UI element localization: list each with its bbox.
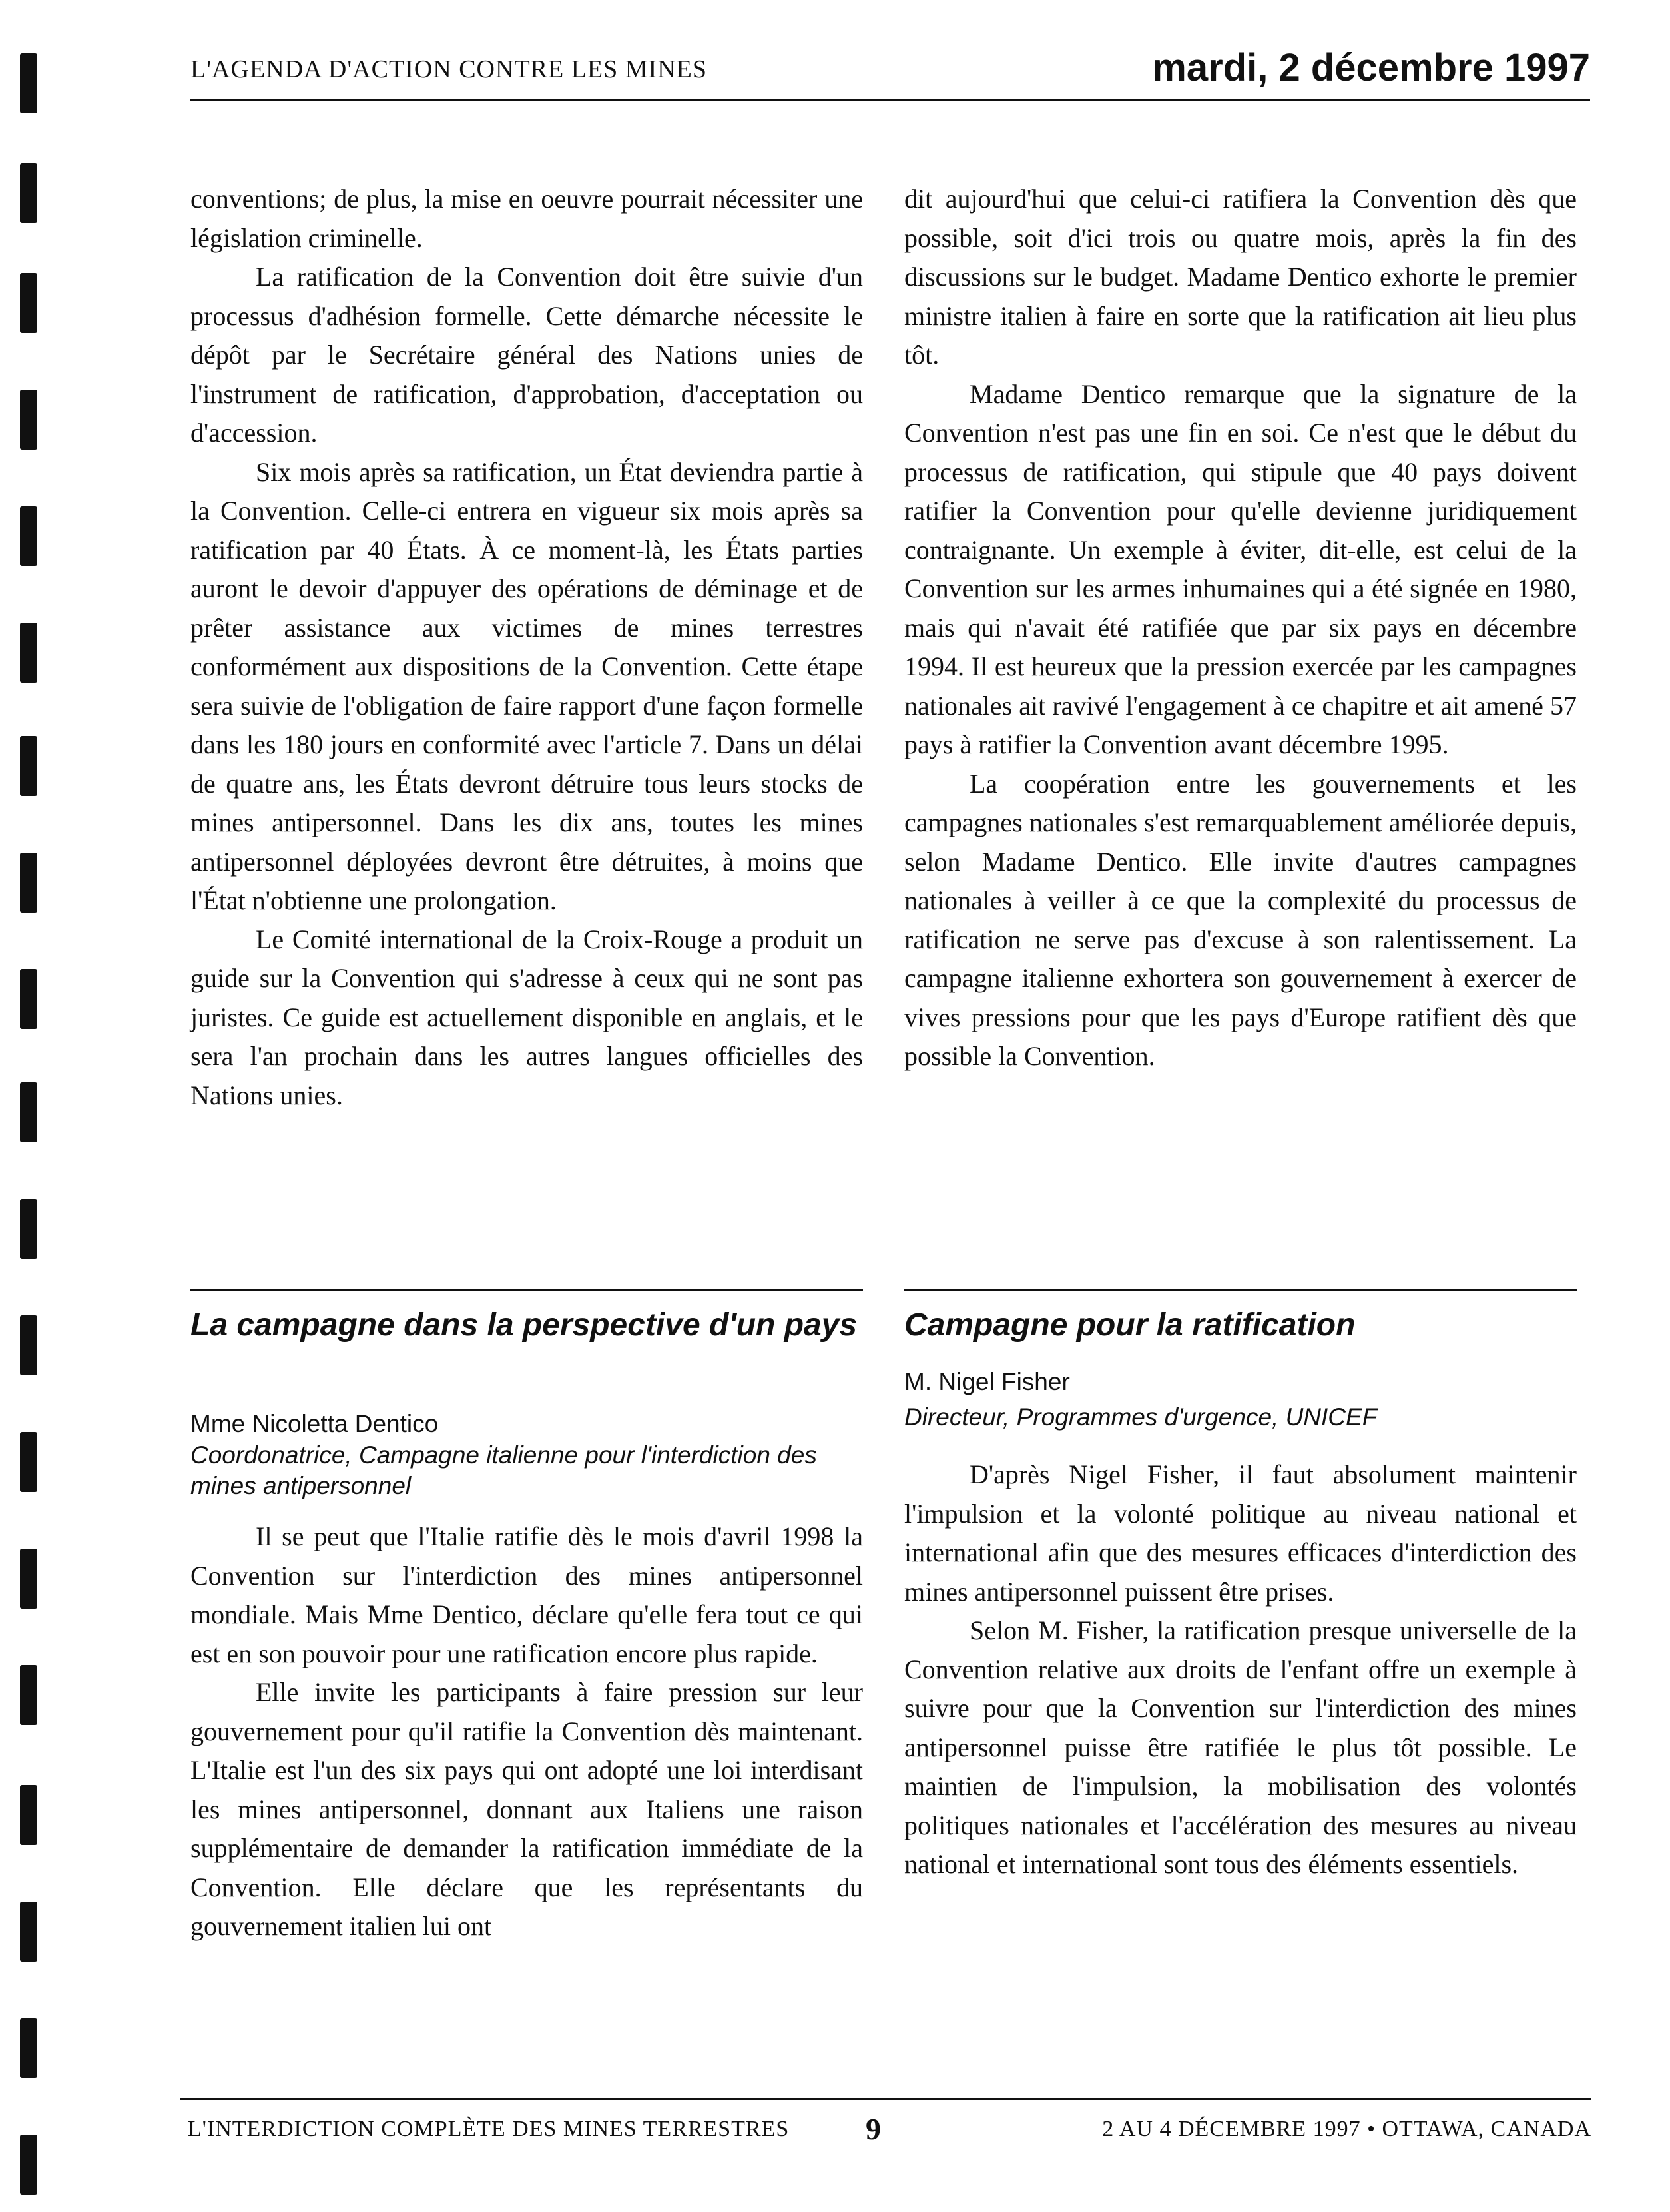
running-title: L'AGENDA D'ACTION CONTRE LES MINES [190, 55, 708, 83]
binder-hole [20, 736, 37, 796]
paragraph: La coopération entre les gouvernements et les campagnes nationales s'est remarquablement améliorée depuis, selon Madame Dentico. Elle invite d'autres campagnes nationales à veiller à ce que la complexité du processus de ratification ne serve pas d'excuse à son ralentissement. La campagne italienne exhortera son gouvernement à exercer de vives pressions pour que les pays d'Europe ratifient dès que possible la Convention. [904, 768, 1577, 1071]
right-column-text [904, 180, 1577, 1076]
paragraph: Madame Dentico remarque que la signature de la Convention n'est pas une fin en soi. Ce n'est que le début du processus de ratification, qui stipule que 40 pays doivent ratifier la Convention pour qu'elle devienne juridiquement contraignante. Un exemple à éviter, dit-elle, est celui de la Convention sur les armes inhumaines qui a été signée en 1980, mais qui n'avait été ratifiée que par six pays en décembre 1994. Il est heureux que la pression exercée par les campagnes nationales ait ravivé l'engagement à ce chapitre et ait amené 57 pays à ratifier la Convention avant décembre 1995. [904, 378, 1577, 759]
speaker-name: M. Nigel Fisher [904, 1368, 1070, 1395]
footer-event: 2 AU 4 DÉCEMBRE 1997 • OTTAWA, CANADA [1102, 2117, 1591, 2141]
binder-hole [20, 390, 37, 450]
header-rule [190, 99, 1590, 101]
paragraph: Elle invite les participants à faire pression sur leur gouvernement pour qu'il ratifie la Convention dès maintenant. L'Italie est l'un des six pays qui ont adopté une loi interdisant les mines antipersonnel, donnant aux Italiens une raison supplémentaire de demander la ratification immédiate de la Convention. Elle déclare que les représentants du gouvernement italien lui ont [190, 1677, 863, 1941]
section-rule [190, 1289, 863, 1291]
paragraph: La ratification de la Convention doit être suivie d'un processus d'adhésion formelle. Cette démarche nécessite le dépôt par le Secrétaire général des Nations unies de l'instrument de ratification, d'approbation, d'acceptation ou d'accession. [190, 262, 863, 448]
footer-rule [180, 2098, 1591, 2100]
binder-hole [20, 1902, 37, 1962]
paragraph: D'après Nigel Fisher, il faut absolument maintenir l'impulsion et la volonté politique au niveau national et international afin que des mesures efficaces d'interdiction des mines antipersonnel puissent être prises. [904, 1459, 1577, 1607]
section-left-body [190, 1517, 863, 1946]
paragraph: Il se peut que l'Italie ratifie dès le mois d'avril 1998 la Convention sur l'interdiction des mines antipersonnel mondiale. Mais Mme Dentico, déclare qu'elle fera tout ce qui est en son pouvoir pour une ratification encore plus rapide. [190, 1521, 863, 1668]
section-title: La campagne dans la perspective d'un pays [190, 1307, 858, 1343]
speaker-name: Mme Nicoletta Dentico [190, 1410, 439, 1437]
issue-date: mardi, 2 décembre 1997 [1152, 46, 1590, 89]
binder-hole [20, 969, 37, 1029]
speaker-role: Directeur, Programmes d'urgence, UNICEF [904, 1403, 1378, 1431]
binder-hole [20, 163, 37, 223]
binder-holes [20, 27, 37, 2198]
paragraph: Le Comité international de la Croix-Rouge a produit un guide sur la Convention qui s'adresse à ceux qui ne sont pas juristes. Ce guide est actuellement disponible en anglais, et le sera l'an prochain dans les autres langues officielles des Nations unies. [190, 924, 863, 1110]
paragraph: Selon M. Fisher, la ratification presque universelle de la Convention relative aux droits de l'enfant offre un exemple à suivre pour que la Convention sur l'interdiction des mines antipersonnel puisse être ratifiée le plus tôt possible. Le maintien de l'impulsion, la mobilisation des volontés politiques nationales et l'accélération des mesures au niveau national et international sont tous des éléments essentiels. [904, 1615, 1577, 1879]
page-header [190, 40, 1590, 100]
binder-hole [20, 853, 37, 913]
speaker-role: Coordonatrice, Campagne italienne pour l'interdiction des mines antipersonnel [190, 1441, 817, 1499]
binder-hole [20, 273, 37, 333]
section-right-body [904, 1455, 1577, 1884]
binder-hole [20, 623, 37, 683]
left-column-text [190, 180, 863, 1115]
paragraph: dit aujourd'hui que celui-ci ratifiera la Convention dès que possible, soit d'ici trois ou quatre mois, après la fin des discussions sur le budget. Madame Dentico exhorte le premier ministre italien à faire en sorte que la ratification ait lieu plus tôt. [904, 184, 1577, 370]
binder-hole [20, 2018, 37, 2078]
binder-hole [20, 1315, 37, 1375]
section-title: Campagne pour la ratification [904, 1307, 1356, 1343]
paragraph: conventions; de plus, la mise en oeuvre pourrait nécessiter une législation criminelle. [190, 184, 863, 253]
section-rule [904, 1289, 1577, 1291]
binder-hole [20, 1082, 37, 1142]
binder-hole [20, 1785, 37, 1845]
page-number: 9 [866, 2112, 881, 2146]
binder-hole [20, 1432, 37, 1492]
binder-hole [20, 1549, 37, 1609]
binder-hole [20, 53, 37, 113]
paragraph: Six mois après sa ratification, un État deviendra partie à la Convention. Celle-ci entrera en vigueur six mois après sa ratification par 40 États. À ce moment-là, les États parties auront le devoir d'appuyer des opérations de déminage et de prêter assistance aux victimes de mines terrestres conformément aux dispositions de la Convention. Cette étape sera suivie de l'obligation de faire rapport d'une façon formelle dans les 180 jours en conformité avec l'article 7. Dans un délai de quatre ans, les États devront détruire tous leurs stocks de mines antipersonnel. Dans les dix ans, toutes les mines antipersonnel déployées devront être détruites, à moins que l'État n'obtienne une prolongation. [190, 456, 863, 915]
footer-title: L'INTERDICTION COMPLÈTE DES MINES TERRESTRES [188, 2117, 790, 2141]
binder-hole [20, 1199, 37, 1259]
binder-hole [20, 1665, 37, 1725]
binder-hole [20, 506, 37, 566]
page-footer [180, 2111, 1591, 2151]
binder-hole [20, 2135, 37, 2195]
